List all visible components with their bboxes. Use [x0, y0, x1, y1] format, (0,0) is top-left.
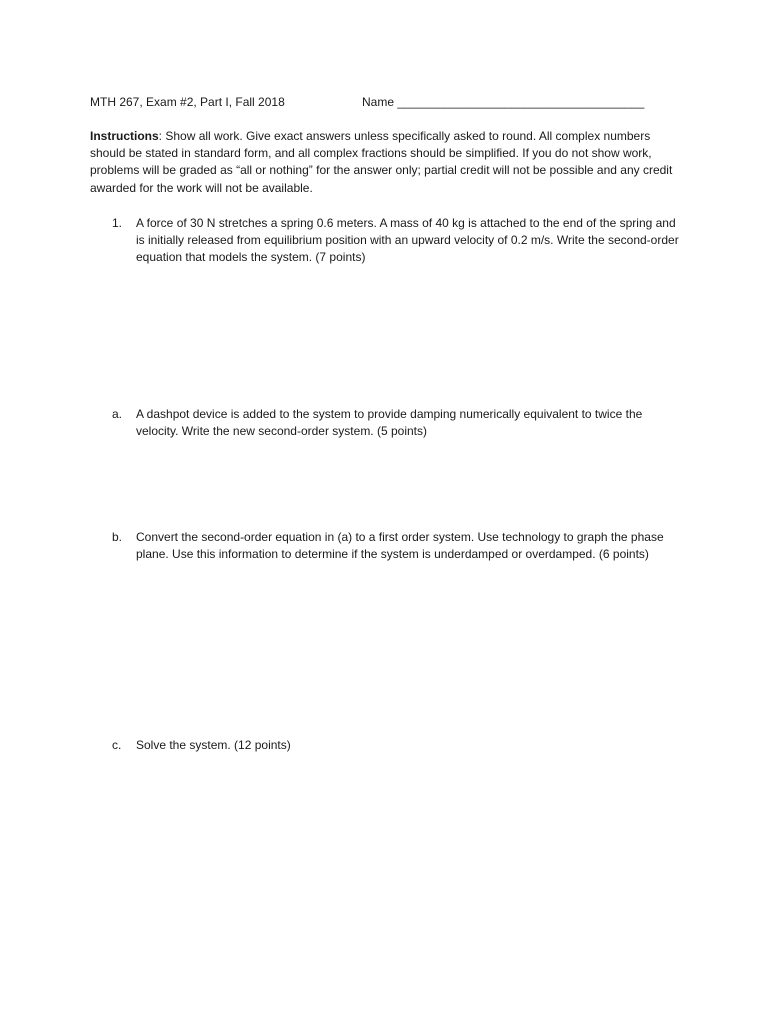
- problem-text: A force of 30 N stretches a spring 0.6 meters. A mass of 40 kg is attached to the end of the spring and is initially released from equilibrium position with an upward velocity of 0.2 m/s. Write the second-order equation that models the system. (7 points): [136, 216, 679, 264]
- course-title: MTH 267, Exam #2, Part I, Fall 2018: [90, 95, 285, 109]
- instructions-body: : Show all work. Give exact answers unless specifically asked to round. All complex numbers should be stated in standard form, and all complex fractions should be simplified. If you do not show work, problems will be graded as “all or nothing” for the answer only; partial credit will not be possible and any credit awarded for the work will not be available.: [90, 129, 673, 195]
- instructions-paragraph: [90, 128, 686, 197]
- problem-marker: a.: [112, 407, 123, 421]
- problem-text: A dashpot device is added to the system to provide damping numerically equivalent to twice the velocity. Write the new second-order system. (5 points): [136, 407, 643, 438]
- problem-text: Convert the second-order equation in (a) to a first order system. Use technology to graph the phase plane. Use this information to determine if the system is underdamped or overdamped. (6 points): [136, 530, 664, 561]
- problem-text: Solve the system. (12 points): [136, 738, 291, 752]
- problem-marker: b.: [112, 530, 123, 544]
- problem-marker: c.: [112, 738, 122, 752]
- problem-marker: 1.: [112, 216, 123, 230]
- name-field-label: Name _____________________________________: [362, 95, 645, 109]
- instructions-lead: Instructions: [90, 129, 159, 143]
